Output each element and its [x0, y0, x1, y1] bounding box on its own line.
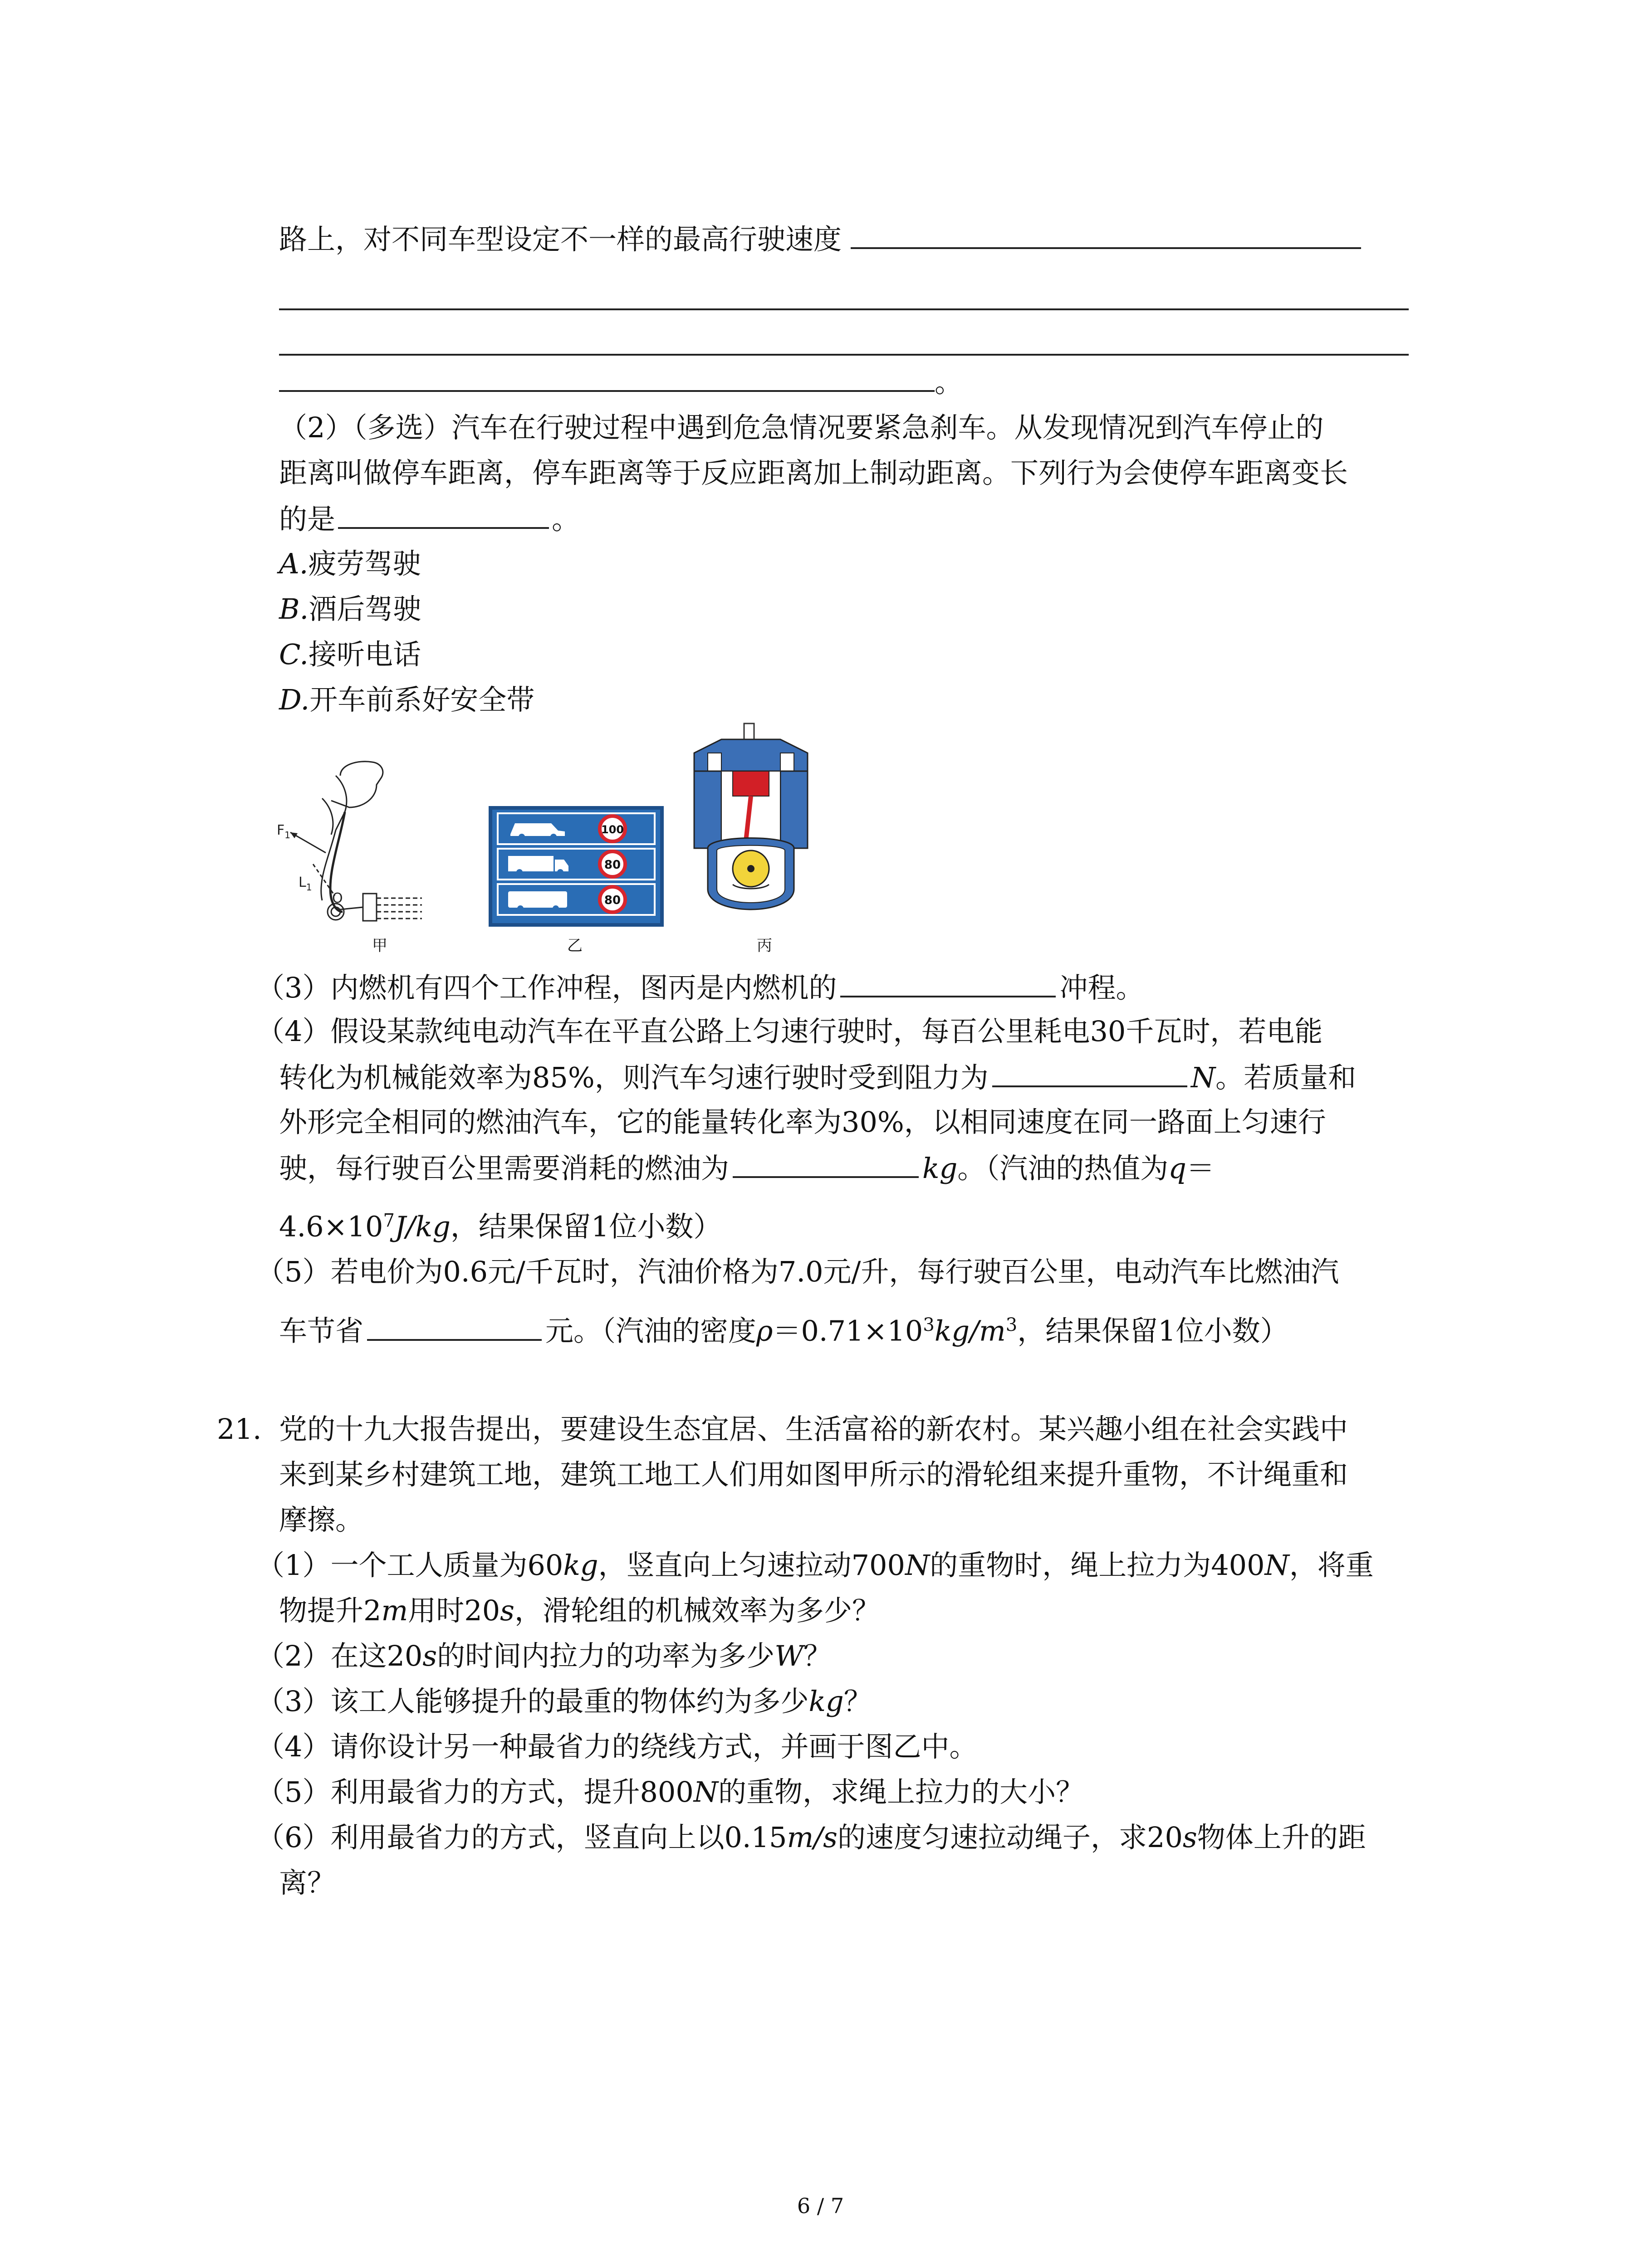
- q2-line3: 的是 。: [279, 495, 580, 543]
- q21-sub5: （5）利用最省力的方式，提升800N的重物，求绳上拉力的大小？: [256, 1775, 1084, 1809]
- bus-icon: [508, 891, 567, 908]
- figure-bing-engine-diagram: [690, 721, 812, 934]
- q21-sub2: （2）在这20s的时间内拉力的功率为多少W？: [256, 1639, 832, 1672]
- label-arm: $L_1$: [299, 875, 312, 893]
- label-force: $F_1$: [277, 822, 290, 841]
- caption-yi: 乙: [567, 937, 583, 955]
- answer-blank[interactable]: [992, 1054, 1187, 1087]
- q21-sub4: （4）请你设计另一种最省力的绕线方式，并画于图乙中。: [256, 1730, 978, 1763]
- q2-line2: 距离叫做停车距离，停车距离等于反应距离加上制动距离。下列行为会使停车距离变长: [279, 456, 1348, 489]
- q21-sub6-line2: 离？: [279, 1866, 336, 1899]
- answer-line-last: 。: [279, 358, 963, 406]
- option-c: C.接听电话: [279, 638, 421, 671]
- piston: [733, 771, 769, 796]
- figure-yi-speed-limit-sign: [488, 805, 665, 928]
- figure-jia-lever-diagram: [272, 758, 472, 939]
- caption-bing: 丙: [757, 937, 772, 955]
- q4-line5: $4.6\times 10^7J/kg$，结果保留1位小数）: [279, 1210, 722, 1243]
- q21-line2: 来到某乡村建筑工地，建筑工地工人们用如图甲所示的滑轮组来提升重物，不计绳重和: [279, 1458, 1348, 1491]
- page-number: 6 / 7: [797, 2194, 844, 2218]
- answer-blank[interactable]: [840, 964, 1056, 997]
- answer-blank[interactable]: [851, 215, 1361, 249]
- q21-number: 21.: [217, 1413, 262, 1446]
- q5-line2: 车节省 元。（汽油的密度$\rho=0.71\times 10^3kg/m^3$，结果保留1位小数）: [279, 1302, 1288, 1354]
- option-d: D.开车前系好安全带: [279, 683, 535, 716]
- answer-line[interactable]: [279, 308, 1409, 310]
- q4-line3: 外形完全相同的燃油汽车，它的能量转化率为30%，以相同速度在同一路面上匀速行: [279, 1105, 1326, 1139]
- answer-blank[interactable]: [338, 495, 549, 529]
- option-a: A.疲劳驾驶: [279, 547, 421, 580]
- label-pivot: O: [332, 890, 343, 906]
- q3-line: （3）内燃机有四个工作冲程，图丙是内燃机的 冲程。: [256, 964, 1144, 1011]
- q21-line3: 摩擦。: [279, 1503, 364, 1536]
- speed-limit-value: 80: [604, 894, 621, 907]
- answer-blank[interactable]: [367, 1307, 542, 1341]
- speed-limit-value: 80: [604, 858, 621, 872]
- q21-sub1-line2: 物提升2m用时20s，滑轮组的机械效率为多少？: [279, 1594, 880, 1627]
- q5-line1: （5）若电价为0.6元/千瓦时，汽油价格为7.0元/升，每行驶百公里，电动汽车比燃油汽: [256, 1255, 1339, 1288]
- q21-line1: 党的十九大报告提出，要建设生态宜居、生活富裕的新农村。某兴趣小组在社会实践中: [279, 1413, 1348, 1446]
- speed-limit-value: 100: [601, 823, 624, 836]
- caption-jia: 甲: [372, 937, 387, 955]
- q2-line1: （2）（多选）汽车在行驶过程中遇到危急情况要紧急刹车。从发现情况到汽车停止的: [279, 411, 1324, 444]
- option-b: B.酒后驾驶: [279, 592, 421, 626]
- q21-sub1-line1: （1）一个工人质量为60kg，竖直向上匀速拉动700N的重物时，绳上拉力为400N，将重: [256, 1549, 1374, 1582]
- answer-blank[interactable]: [733, 1144, 919, 1178]
- q21-sub3: （3）该工人能够提升的最重的物体约为多少kg？: [256, 1685, 872, 1718]
- q4-line4: 驶，每行驶百公里需要消耗的燃油为 kg。（汽油的热值为q＝: [279, 1144, 1215, 1192]
- q4-line2: 转化为机械能效率为85%，则汽车匀速行驶时受到阻力为 N。若质量和: [279, 1054, 1356, 1101]
- answer-blank[interactable]: [279, 358, 935, 392]
- answer-line[interactable]: [279, 354, 1409, 356]
- q21-sub6-line1: （6）利用最省力的方式，竖直向上以0.15m/s的速度匀速拉动绳子，求20s物体上升的距: [256, 1821, 1366, 1854]
- q20-part1-continuation: 路上，对不同车型设定不一样的最高行驶速度: [279, 215, 1361, 263]
- foot-shape: [331, 762, 383, 807]
- q4-line1: （4）假设某款纯电动汽车在平直公路上匀速行驶时，每百公里耗电30千瓦时，若电能: [256, 1015, 1323, 1048]
